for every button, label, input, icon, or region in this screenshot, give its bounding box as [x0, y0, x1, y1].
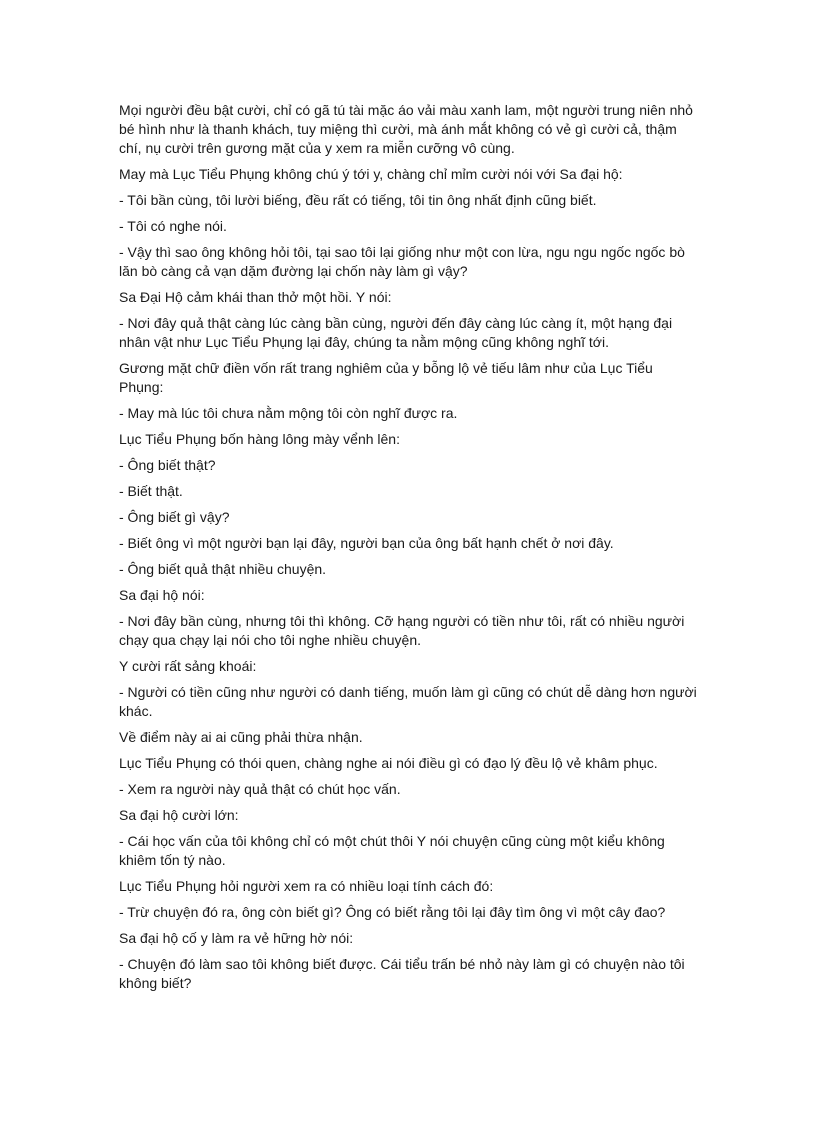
- paragraph: Gương mặt chữ điền vốn rất trang nghiêm của y bỗng lộ vẻ tiếu lâm như của Lục Tiểu Phụng:: [119, 360, 653, 395]
- paragraph: Về điểm này ai ai cũng phải thừa nhận.: [119, 729, 363, 745]
- paragraph: - Chuyện đó làm sao tôi không biết được. Cái tiểu trấn bé nhỏ này làm gì có chuyện nào tôi không biết?: [119, 956, 685, 991]
- paragraph: May mà Lục Tiểu Phụng không chú ý tới y, chàng chỉ mỉm cười nói với Sa đại hộ:: [119, 166, 623, 182]
- paragraph: Lục Tiểu Phụng bốn hàng lông mày vểnh lên:: [119, 431, 400, 447]
- paragraph: Lục Tiểu Phụng có thói quen, chàng nghe ai nói điều gì có đạo lý đều lộ vẻ khâm phục.: [119, 755, 658, 771]
- paragraph: - Vậy thì sao ông không hỏi tôi, tại sao tôi lại giống như một con lừa, ngu ngu ngốc ngốc bò lăn bò càng cả vạn dặm đường lại chốn này làm gì vậy?: [119, 244, 685, 279]
- paragraph: - Người có tiền cũng như người có danh tiếng, muốn làm gì cũng có chút dễ dàng hơn người khác.: [119, 684, 697, 719]
- paragraph: Sa đại hộ cười lớn:: [119, 807, 239, 823]
- document-page: [119, 101, 697, 1000]
- paragraph: Sa đại hộ nói:: [119, 587, 205, 603]
- paragraph: - May mà lúc tôi chưa nằm mộng tôi còn nghĩ được ra.: [119, 405, 458, 421]
- paragraph: - Trừ chuyện đó ra, ông còn biết gì? Ông có biết rằng tôi lại đây tìm ông vì một cây đao?: [119, 904, 666, 920]
- paragraph: Sa đại hộ cố y làm ra vẻ hững hờ nói:: [119, 930, 354, 946]
- paragraph: Lục Tiểu Phụng hỏi người xem ra có nhiều loại tính cách đó:: [119, 878, 494, 894]
- paragraph: - Ông biết gì vậy?: [119, 509, 230, 525]
- paragraph: - Nơi đây bần cùng, nhưng tôi thì không. Cỡ hạng người có tiền như tôi, rất có nhiều người chạy qua chạy lại nói cho tôi nghe nhiều chuyện.: [119, 613, 685, 648]
- paragraph: - Biết thật.: [119, 483, 183, 499]
- paragraph: - Cái học vấn của tôi không chỉ có một chút thôi Y nói chuyện cũng cùng một kiểu không khiêm tốn tý nào.: [119, 833, 665, 868]
- paragraph: - Tôi có nghe nói.: [119, 218, 227, 234]
- paragraph: Y cười rất sảng khoái:: [119, 658, 257, 674]
- paragraph: Sa Đại Hộ cảm khái than thở một hồi. Y nói:: [119, 289, 392, 305]
- paragraph: Mọi người đều bật cười, chỉ có gã tú tài mặc áo vải màu xanh lam, một người trung niên nhỏ bé hình như là thanh khách, tuy miệng thì cười, mà ánh mắt không có vẻ gì cười cả, thậm chí, nụ cười trên gương mặt của y xem ra miễn cưỡng vô cùng.: [119, 102, 693, 156]
- paragraph: - Ông biết quả thật nhiều chuyện.: [119, 561, 327, 577]
- paragraph: - Biết ông vì một người bạn lại đây, người bạn của ông bất hạnh chết ở nơi đây.: [119, 535, 614, 551]
- paragraph: - Xem ra người này quả thật có chút học vấn.: [119, 781, 401, 797]
- paragraph: - Tôi bần cùng, tôi lười biếng, đều rất có tiếng, tôi tin ông nhất định cũng biết.: [119, 192, 597, 208]
- paragraph: - Nơi đây quả thật càng lúc càng bần cùng, người đến đây càng lúc càng ít, một hạng đại nhân vật như Lục Tiểu Phụng lại đây, chúng ta nằm mộng cũng không nghĩ tới.: [119, 315, 673, 350]
- paragraph: - Ông biết thật?: [119, 457, 216, 473]
